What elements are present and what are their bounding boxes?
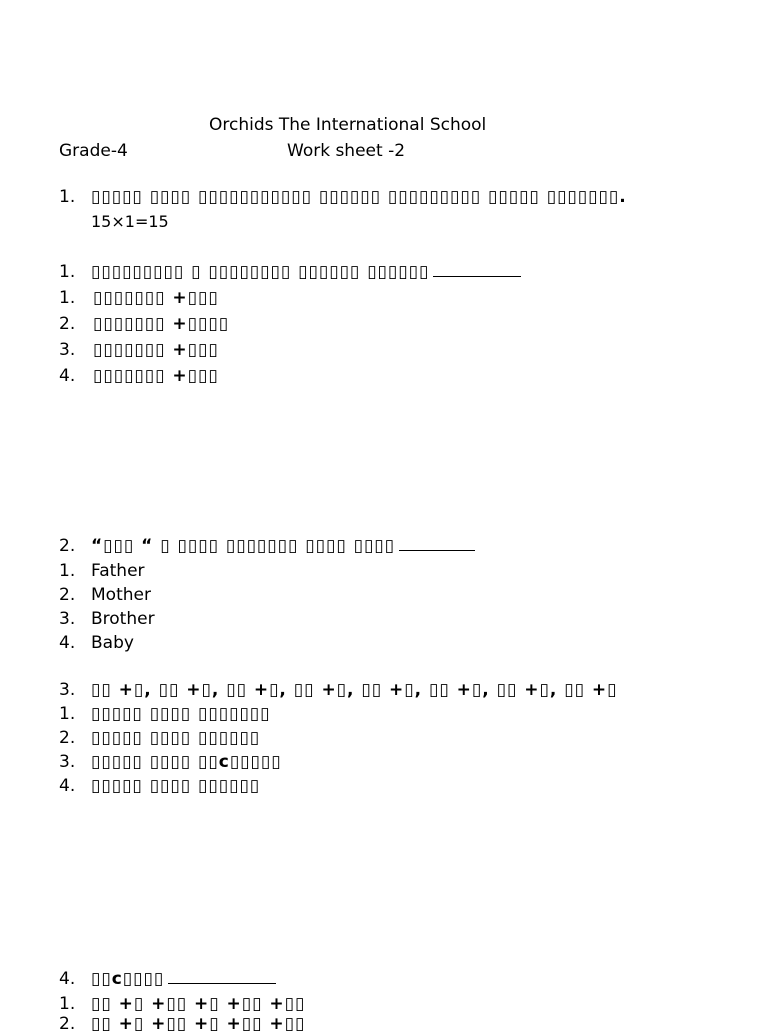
question-number: 3. — [59, 680, 76, 700]
answer-blank[interactable] — [168, 969, 276, 984]
option-text: ▯▯▯▯▯▯▯ +▯▯▯ — [93, 366, 219, 386]
option-text: Mother — [91, 585, 151, 605]
option-number: 4. — [59, 633, 76, 653]
option-number: 1. — [59, 704, 76, 724]
question-text: “▯▯▯ “ ▯ ▯▯▯▯ ▯▯▯▯▯▯▯ ▯▯▯▯ ▯▯▯▯ — [91, 536, 396, 556]
section-instruction-text: ▯▯▯▯▯ ▯▯▯▯ ▯▯▯▯▯▯▯▯▯▯▯ ▯▯▯▯▯▯ ▯▯▯▯▯▯▯▯▯ ▯▯▯▯▯ ▯▯▯▯▯▯▯. — [91, 187, 627, 207]
option-text: ▯▯ +▯ +▯▯ +▯ +▯▯ +▯▯ — [91, 1014, 306, 1034]
option-text: ▯▯▯▯▯▯▯ +▯▯▯▯ — [93, 314, 230, 334]
option-number: 4. — [59, 366, 76, 386]
option-number: 2. — [59, 1014, 76, 1034]
question-1 — [59, 262, 759, 282]
school-title: Orchids The International School — [209, 115, 487, 135]
grade-label: Grade-4 — [59, 141, 128, 161]
answer-blank[interactable] — [433, 262, 521, 277]
question-text: ▯▯▯▯▯▯▯▯▯ ▯ ▯▯▯▯▯▯▯▯ ▯▯▯▯▯▯ ▯▯▯▯▯▯ — [91, 262, 430, 282]
question-text: ▯▯ +▯, ▯▯ +▯, ▯▯ +▯, ▯▯ +▯, ▯▯ +▯, ▯▯ +▯, ▯▯ +▯, ▯▯ +▯ — [91, 680, 618, 700]
option-text: ▯▯ +▯ +▯▯ +▯ +▯▯ +▯▯ — [91, 994, 306, 1014]
option-text: ▯▯▯▯▯ ▯▯▯▯ ▯▯▯▯▯▯ — [91, 728, 261, 748]
option-number: 2. — [59, 314, 76, 334]
question-number: 1. — [59, 262, 76, 282]
option-text: Baby — [91, 633, 134, 653]
option-text: ▯▯▯▯▯ ▯▯▯▯ ▯▯c▯▯▯▯▯ — [91, 752, 282, 772]
question-2 — [59, 536, 759, 556]
question-3 — [59, 680, 759, 700]
option-number: 1. — [59, 994, 76, 1014]
option-number: 1. — [59, 288, 76, 308]
option-number: 3. — [59, 340, 76, 360]
option-number: 1. — [59, 561, 76, 581]
section-number: 1. — [59, 187, 76, 207]
question-4 — [59, 969, 759, 989]
question-text: ▯▯c▯▯▯▯ — [91, 969, 165, 989]
section-marks: 15×1=15 — [91, 212, 169, 231]
question-number: 4. — [59, 969, 76, 989]
option-text: Father — [91, 561, 145, 581]
option-text: ▯▯▯▯▯ ▯▯▯▯ ▯▯▯▯▯▯ — [91, 776, 261, 796]
option-number: 3. — [59, 752, 76, 772]
option-text: ▯▯▯▯▯ ▯▯▯▯ ▯▯▯▯▯▯▯ — [91, 704, 271, 724]
worksheet-label: Work sheet -2 — [287, 141, 406, 161]
answer-blank[interactable] — [399, 536, 475, 551]
option-number: 2. — [59, 728, 76, 748]
option-text: Brother — [91, 609, 155, 629]
option-text: ▯▯▯▯▯▯▯ +▯▯▯ — [93, 340, 219, 360]
option-number: 2. — [59, 585, 76, 605]
section-instruction — [59, 187, 759, 235]
option-text: ▯▯▯▯▯▯▯ +▯▯▯ — [93, 288, 219, 308]
option-number: 4. — [59, 776, 76, 796]
option-number: 3. — [59, 609, 76, 629]
question-number: 2. — [59, 536, 76, 556]
